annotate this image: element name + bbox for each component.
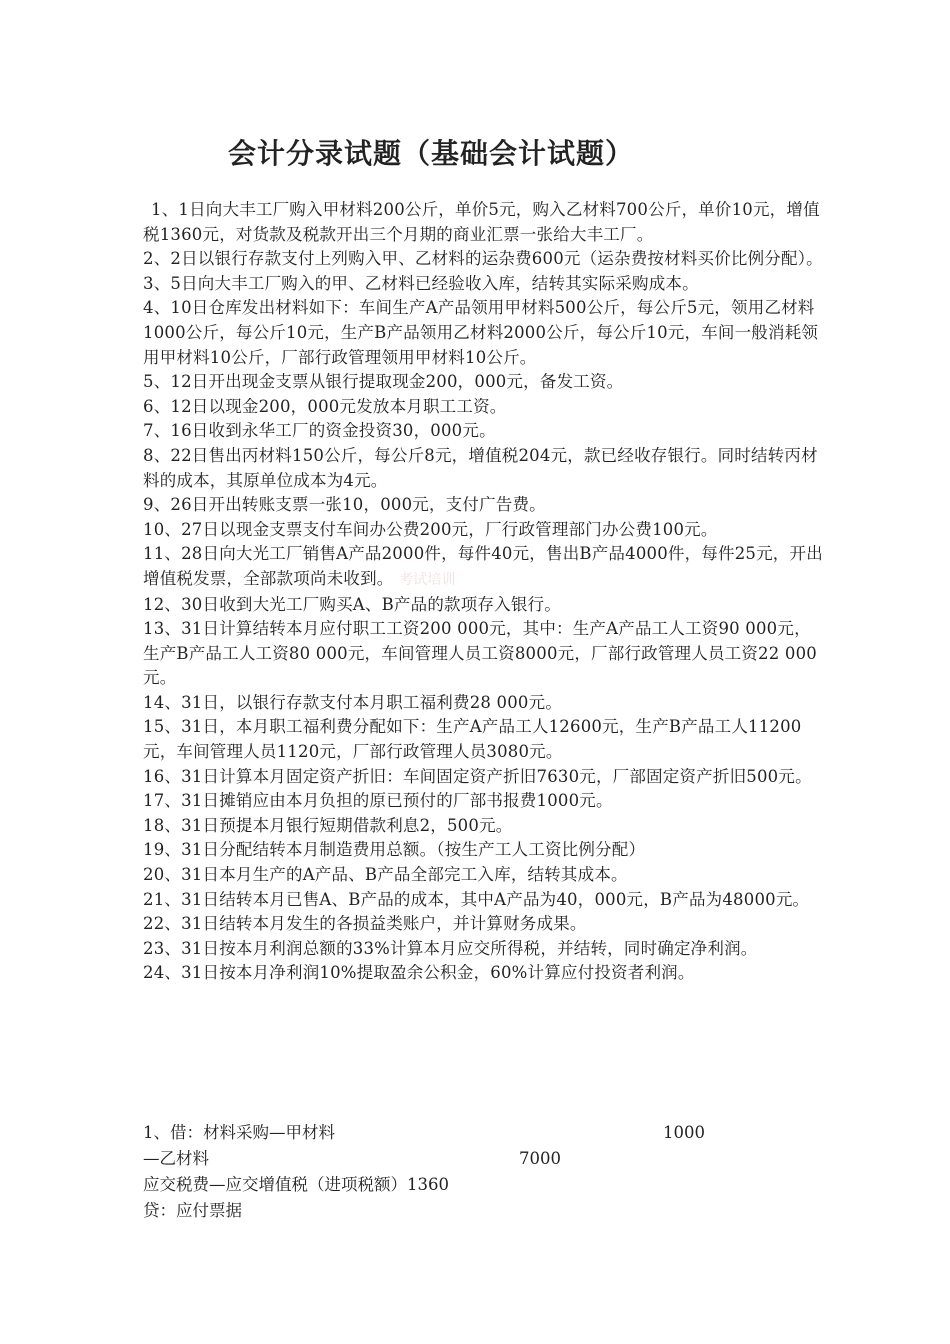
watermark: 考试培训	[398, 571, 456, 588]
question-item: 9、26日开出转账支票一张10，000元，支付广告费。	[143, 495, 546, 515]
question-item: 16、31日计算本月固定资产折旧：车间固定资产折旧7630元，厂部固定资产折旧500元。	[143, 766, 812, 786]
answer-line-3	[143, 1172, 823, 1198]
question-item: 14、31日，以银行存款支付本月职工福利费28 000元。	[143, 692, 563, 712]
answer-section	[143, 1120, 823, 1224]
debit-amount: 1000	[663, 1123, 705, 1142]
question-item: 2、2日以银行存款支付上列购入甲、乙材料的运杂费600元（运杂费按材料买价比例分配）。	[143, 249, 823, 269]
answer-line-4	[143, 1198, 823, 1224]
question-item: 7、16日收到永华工厂的资金投资30，000元。	[143, 421, 496, 441]
question-item: 12、30日收到大光工厂购买A、B产品的款项存入银行。	[143, 594, 561, 614]
debit-account-label: 1、借：材料采购—甲材料	[143, 1123, 335, 1142]
question-list	[143, 198, 823, 986]
question-item: 10、27日以现金支票支付车间办公费200元，厂行政管理部门办公费100元。	[143, 519, 718, 539]
sub-account-label: —乙材料	[143, 1149, 209, 1168]
answer-line-2	[143, 1146, 823, 1172]
question-text: 11、28日向大光工厂销售A产品2000件，每件40元，售出B产品4000件，每件25元，开出增值税发票，全部款项尚未收到。	[143, 544, 823, 588]
question-item: 20、31日本月生产的A产品、B产品全部完工入库，结转其成本。	[143, 865, 628, 885]
question-item: 3、5日向大丰工厂购入的甲、乙材料已经验收入库，结转其实际采购成本。	[143, 273, 699, 293]
question-item: 13、31日计算结转本月应付职工工资200 000元，其中：生产A产品工人工资90 000元，生产B产品工人工资80 000元，车间管理人员工资8000元，厂部行政管理人员工资22 000元。	[143, 619, 817, 688]
question-item: 21、31日结转本月已售A、B产品的成本，其中A产品为40，000元，B产品为48000元。	[143, 889, 810, 909]
tax-account-label: 应交税费—应交增值税（进项税额）1360	[143, 1175, 449, 1194]
question-item: 18、31日预提本月银行短期借款利息2，500元。	[143, 815, 513, 835]
question-item: 22、31日结转本月发生的各损益类账户，并计算财务成果。	[143, 914, 587, 934]
question-item: 4、10日仓库发出材料如下：车间生产A产品领用甲材料500公斤，每公斤5元，领用乙材料1000公斤，每公斤10元，生产B产品领用乙材料2000公斤，每公斤10元，车间一般消耗领用甲材料10公斤，厂部行政管理领用甲材料10公斤。	[143, 298, 819, 367]
question-item: 8、22日售出丙材料150公斤，每公斤8元，增值税204元，款已经收存银行。同时结转丙材料的成本，其原单位成本为4元。	[143, 445, 818, 490]
answer-line-1	[143, 1120, 823, 1146]
credit-account-label: 贷：应付票据	[143, 1201, 242, 1220]
question-item: 19、31日分配结转本月制造费用总额。（按生产工人工资比例分配）	[143, 840, 646, 860]
page-title: 会计分录试题（基础会计试题）	[228, 137, 635, 170]
question-item-11	[143, 542, 823, 592]
sub-account-amount: 7000	[519, 1149, 561, 1168]
question-item: 1、1日向大丰工厂购入甲材料200公斤，单价5元，购入乙材料700公斤，单价10元，增值税1360元，对货款及税款开出三个月期的商业汇票一张给大丰工厂。	[143, 200, 820, 244]
question-item: 6、12日以现金200，000元发放本月职工工资。	[143, 396, 507, 416]
question-item: 24、31日按本月净利润10%提取盈余公积金，60%计算应付投资者利润。	[143, 963, 695, 983]
question-item: 15、31日，本月职工福利费分配如下：生产A产品工人12600元，生产B产品工人11200元，车间管理人员1120元，厂部行政管理人员3080元。	[143, 717, 802, 762]
question-item: 23、31日按本月利润总额的33%计算本月应交所得税，并结转，同时确定净利润。	[143, 938, 758, 958]
question-item: 17、31日摊销应由本月负担的原已预付的厂部书报费1000元。	[143, 791, 613, 811]
question-item: 5、12日开出现金支票从银行提取现金200，000元，备发工资。	[143, 372, 624, 392]
